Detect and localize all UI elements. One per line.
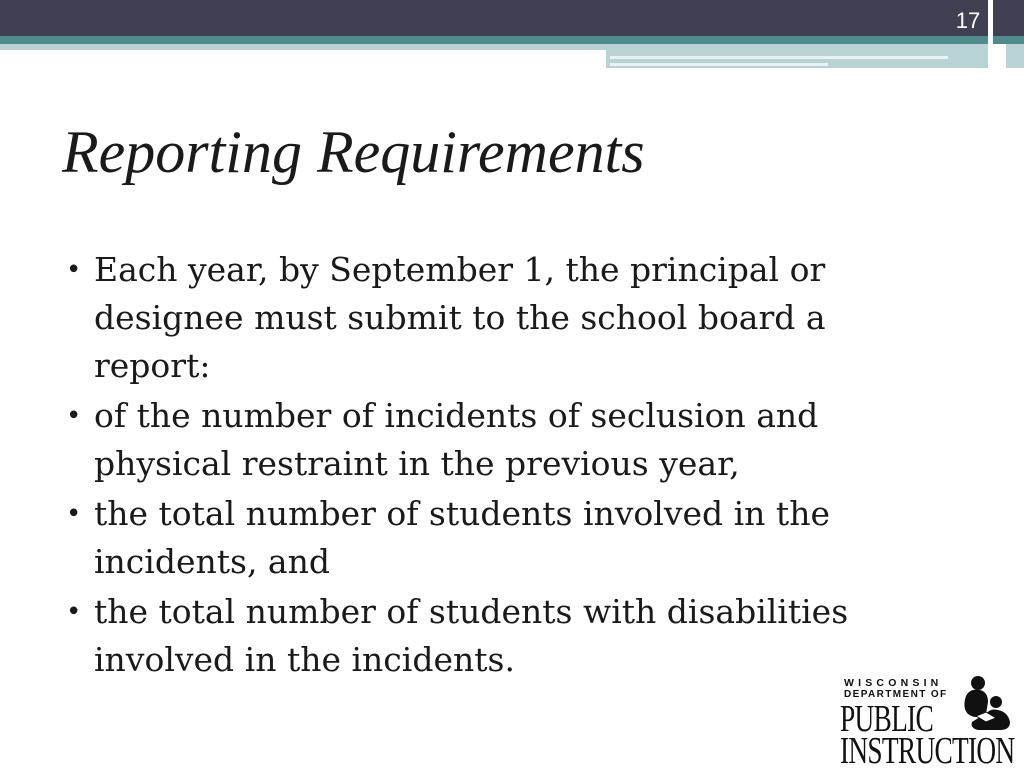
bullet-dot-icon: • bbox=[66, 597, 82, 627]
bullet-list bbox=[62, 246, 902, 686]
logo-line-instruction: INSTRUCTION bbox=[840, 730, 1015, 768]
parent-child-reading-icon bbox=[956, 674, 1016, 734]
bullet-text: Each year, by September 1, the principal or designee must submit to the school board a report: bbox=[94, 250, 826, 385]
header-tab-end bbox=[1006, 44, 1024, 68]
bullet-text: the total number of students involved in the incidents, and bbox=[94, 494, 830, 581]
dpi-logo bbox=[838, 672, 1024, 768]
logo-line-department: DEPARTMENT OF bbox=[844, 689, 948, 700]
slide-number: 17 bbox=[955, 8, 981, 33]
header-tab-line bbox=[610, 63, 828, 66]
bullet-dot-icon: • bbox=[66, 499, 82, 529]
header-bar-dark bbox=[0, 0, 1024, 36]
bullet-dot-icon: • bbox=[66, 255, 82, 285]
header-tab-line bbox=[610, 56, 948, 59]
slide-title: Reporting Requirements bbox=[62, 119, 645, 185]
logo-line-public: PUBLIC bbox=[840, 698, 933, 740]
bullet-text: the total number of students with disabilities involved in the incidents. bbox=[94, 592, 849, 679]
bullet-text: of the number of incidents of seclusion and physical restraint in the previous year, bbox=[94, 396, 819, 483]
bullet-item bbox=[62, 490, 902, 586]
bullet-item bbox=[62, 588, 902, 684]
bullet-item bbox=[62, 246, 902, 390]
logo-line-wisconsin: WISCONSIN bbox=[844, 677, 943, 689]
bullet-item bbox=[62, 392, 902, 488]
header-bar-light bbox=[0, 44, 606, 50]
bullet-dot-icon: • bbox=[66, 401, 82, 431]
header-divider bbox=[988, 0, 993, 60]
header-bar-teal bbox=[0, 36, 1024, 44]
